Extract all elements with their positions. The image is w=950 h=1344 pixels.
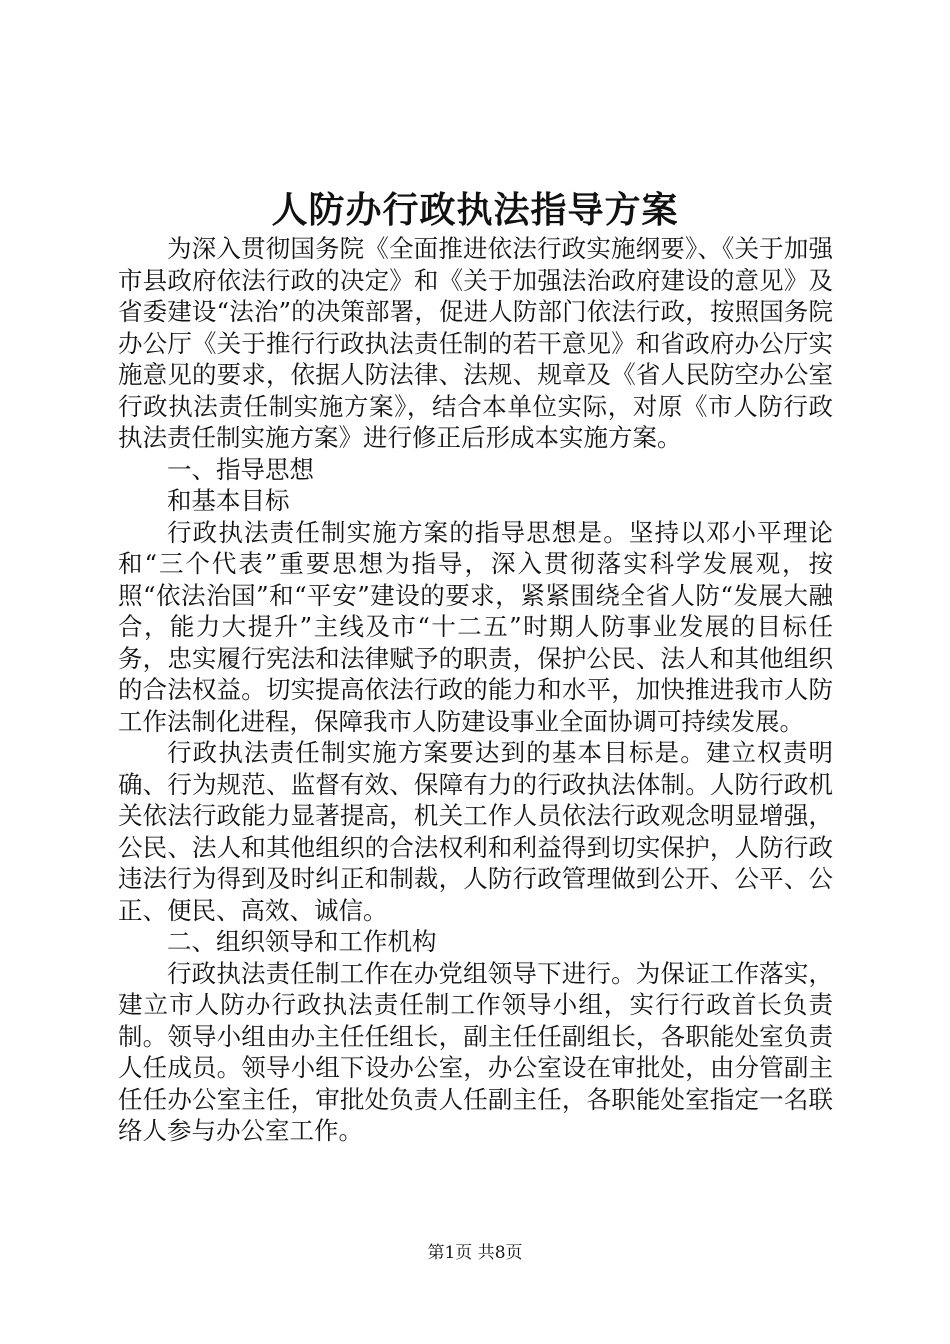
organization-paragraph: 行政执法责任制工作在办党组领导下进行。为保证工作落实，建立市人防办行政执法责任制工作领导小组，实行行政首长负责制。领导小组由办主任任组长，副主任任副组长，各职能处室负责人任成员。领导小组下设办公室，办公室设在审批处，由分管副主任任办公室主任，审批处负责人任副主任，各职能处室指定一名联络人参与办公室工作。 [118,958,833,1145]
document-body [118,233,833,1147]
section-heading-basic-goals: 和基本目标 [167,486,290,515]
guiding-ideology-paragraph: 行政执法责任制实施方案的指导思想是。坚持以邓小平理论和“三个代表”重要思想为指导，深入贯彻落实科学发展观，按照“依法治国”和“平安”建设的要求，紧紧围绕全省人防“发展大融合，能力大提升”主线及市“十二五”时期人防事业发展的目标任务，忠实履行宪法和法律赋予的职责，保护公民、法人和其他组织的合法权益。切实提高依法行政的能力和水平，加快推进我市人防工作法制化进程，保障我市人防建设事业全面协调可持续发展。 [118,517,833,736]
intro-paragraph: 为深入贯彻国务院《全面推进依法行政实施纲要》、《关于加强市县政府依法行政的决定》和《关于加强法治政府建设的意见》及省委建设“法治”的决策部署，促进人防部门依法行政，按照国务院办公厅《关于推行行政执法责任制的若干意见》和省政府办公厅实施意见的要求，依据人防法律、法规、规章及《省人民防空办公室行政执法责任制实施方案》，结合本单位实际，对原《市人防行政执法责任制实施方案》进行修正后形成本实施方案。 [118,234,833,452]
section-heading-organization: 二、组织领导和工作机构 [167,927,437,956]
section-heading-guiding-ideology: 一、指导思想 [167,454,314,484]
page-number-footer: 第1页 共8页 [427,1243,523,1263]
basic-goals-paragraph: 行政执法责任制实施方案要达到的基本目标是。建立权责明确、行为规范、监督有效、保障有力的行政执法体制。人防行政机关依法行政能力显著提高，机关工作人员依法行政观念明显增强，公民、法人和其他组织的合法权利和利益得到切实保护，人防行政违法行为得到及时纠正和制裁，人防行政管理做到公开、公平、公正、便民、高效、诚信。 [118,738,833,925]
document-title: 人防办行政执法指导方案 [271,189,679,231]
